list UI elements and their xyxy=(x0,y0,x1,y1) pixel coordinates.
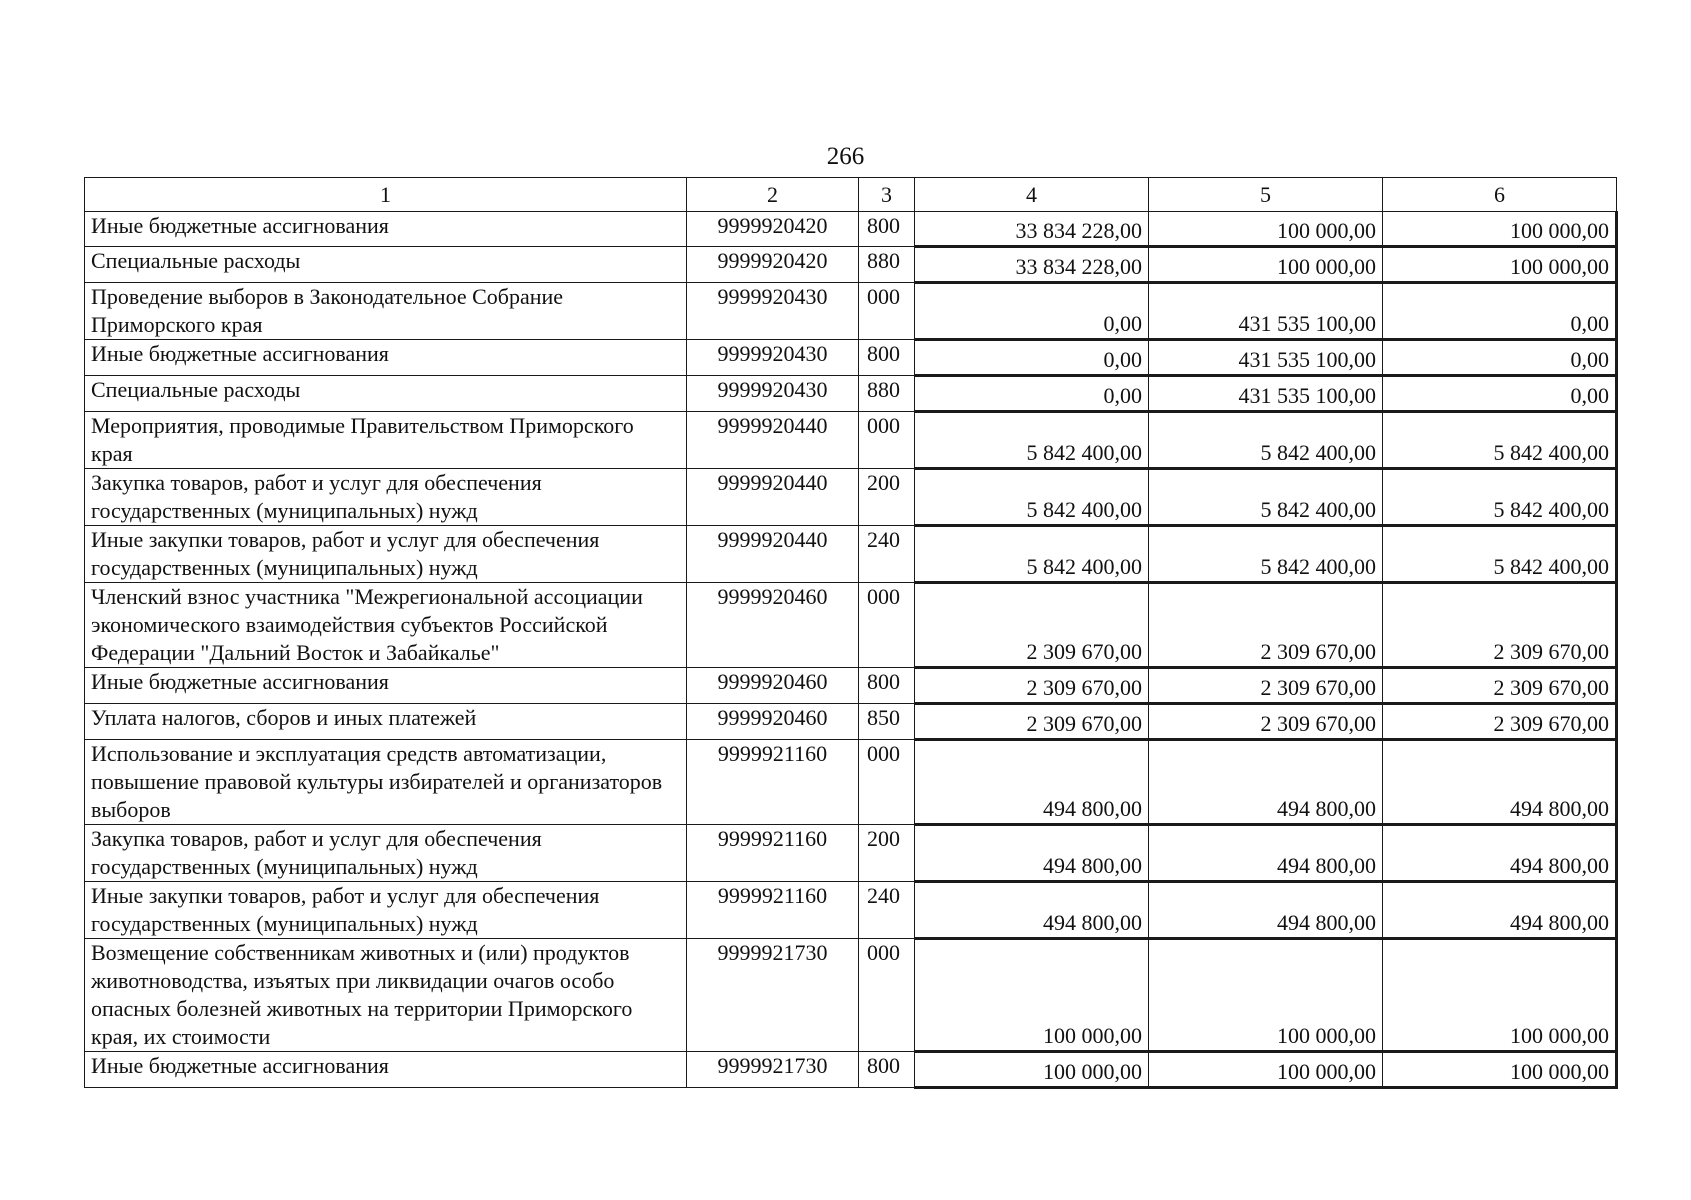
row-name: Иные бюджетные ассигнования xyxy=(85,340,687,376)
row-type: 200 xyxy=(859,469,915,526)
column-header-5: 5 xyxy=(1149,178,1383,212)
row-value-5: 494 800,00 xyxy=(1149,882,1383,939)
table-row xyxy=(85,283,1617,340)
row-value-6: 100 000,00 xyxy=(1383,212,1617,247)
table-row xyxy=(85,412,1617,469)
row-name: Мероприятия, проводимые Правительством Приморского края xyxy=(85,412,687,469)
row-value-4: 494 800,00 xyxy=(915,825,1149,882)
row-type: 800 xyxy=(859,212,915,247)
row-code: 9999920420 xyxy=(687,247,859,283)
row-type: 000 xyxy=(859,283,915,340)
row-code: 9999920430 xyxy=(687,340,859,376)
row-value-4: 0,00 xyxy=(915,376,1149,412)
row-name: Иные бюджетные ассигнования xyxy=(85,1052,687,1088)
row-type: 800 xyxy=(859,668,915,704)
budget-table xyxy=(84,177,1618,1089)
row-code: 9999920460 xyxy=(687,704,859,740)
row-type: 800 xyxy=(859,1052,915,1088)
column-header-6: 6 xyxy=(1383,178,1617,212)
row-name: Проведение выборов в Законодательное Собрание Приморского края xyxy=(85,283,687,340)
row-code: 9999920440 xyxy=(687,526,859,583)
row-value-5: 5 842 400,00 xyxy=(1149,412,1383,469)
row-value-5: 100 000,00 xyxy=(1149,247,1383,283)
row-value-4: 2 309 670,00 xyxy=(915,704,1149,740)
table-row xyxy=(85,583,1617,668)
row-value-6: 5 842 400,00 xyxy=(1383,526,1617,583)
row-value-4: 0,00 xyxy=(915,340,1149,376)
row-code: 9999920460 xyxy=(687,668,859,704)
row-name: Закупка товаров, работ и услуг для обеспечения государственных (муниципальных) нужд xyxy=(85,469,687,526)
row-code: 9999920430 xyxy=(687,376,859,412)
row-type: 000 xyxy=(859,412,915,469)
row-value-5: 5 842 400,00 xyxy=(1149,469,1383,526)
row-value-6: 5 842 400,00 xyxy=(1383,412,1617,469)
row-name: Возмещение собственникам животных и (или) продуктов животноводства, изъятых при ликвидации очагов особо опасных болезней животных на территории Приморского края, их стоимости xyxy=(85,939,687,1052)
row-type: 850 xyxy=(859,704,915,740)
table-row xyxy=(85,526,1617,583)
row-value-6: 2 309 670,00 xyxy=(1383,668,1617,704)
row-type: 240 xyxy=(859,882,915,939)
row-value-5: 494 800,00 xyxy=(1149,740,1383,825)
row-value-4: 5 842 400,00 xyxy=(915,526,1149,583)
row-value-4: 5 842 400,00 xyxy=(915,412,1149,469)
row-value-4: 100 000,00 xyxy=(915,939,1149,1052)
row-code: 9999921730 xyxy=(687,1052,859,1088)
table-row xyxy=(85,340,1617,376)
row-code: 9999921160 xyxy=(687,882,859,939)
row-code: 9999920430 xyxy=(687,283,859,340)
row-value-6: 100 000,00 xyxy=(1383,939,1617,1052)
row-code: 9999920420 xyxy=(687,212,859,247)
column-header-2: 2 xyxy=(687,178,859,212)
row-value-6: 494 800,00 xyxy=(1383,825,1617,882)
row-value-6: 2 309 670,00 xyxy=(1383,583,1617,668)
row-value-4: 2 309 670,00 xyxy=(915,583,1149,668)
table-row xyxy=(85,247,1617,283)
row-value-6: 5 842 400,00 xyxy=(1383,469,1617,526)
column-header-4: 4 xyxy=(915,178,1149,212)
row-value-4: 33 834 228,00 xyxy=(915,212,1149,247)
table-row xyxy=(85,882,1617,939)
header-row xyxy=(85,178,1617,212)
row-value-6: 2 309 670,00 xyxy=(1383,704,1617,740)
row-value-6: 0,00 xyxy=(1383,340,1617,376)
row-value-5: 431 535 100,00 xyxy=(1149,340,1383,376)
row-value-5: 2 309 670,00 xyxy=(1149,583,1383,668)
row-code: 9999920460 xyxy=(687,583,859,668)
row-value-5: 494 800,00 xyxy=(1149,825,1383,882)
row-value-4: 0,00 xyxy=(915,283,1149,340)
column-header-1: 1 xyxy=(85,178,687,212)
row-type: 000 xyxy=(859,939,915,1052)
row-value-5: 100 000,00 xyxy=(1149,212,1383,247)
row-name: Иные закупки товаров, работ и услуг для обеспечения государственных (муниципальных) нужд xyxy=(85,882,687,939)
row-value-4: 33 834 228,00 xyxy=(915,247,1149,283)
row-value-5: 100 000,00 xyxy=(1149,1052,1383,1088)
table-row xyxy=(85,704,1617,740)
row-code: 9999920440 xyxy=(687,469,859,526)
row-code: 9999920440 xyxy=(687,412,859,469)
row-type: 880 xyxy=(859,376,915,412)
row-value-5: 2 309 670,00 xyxy=(1149,704,1383,740)
row-type: 800 xyxy=(859,340,915,376)
table-row xyxy=(85,1052,1617,1088)
table-row xyxy=(85,740,1617,825)
row-value-4: 5 842 400,00 xyxy=(915,469,1149,526)
row-name: Иные бюджетные ассигнования xyxy=(85,212,687,247)
row-value-6: 0,00 xyxy=(1383,283,1617,340)
row-value-6: 0,00 xyxy=(1383,376,1617,412)
row-code: 9999921160 xyxy=(687,825,859,882)
row-name: Иные закупки товаров, работ и услуг для обеспечения государственных (муниципальных) нужд xyxy=(85,526,687,583)
row-value-5: 431 535 100,00 xyxy=(1149,283,1383,340)
row-name: Использование и эксплуатация средств автоматизации, повышение правовой культуры избирателей и организаторов выборов xyxy=(85,740,687,825)
table-row xyxy=(85,376,1617,412)
row-type: 000 xyxy=(859,740,915,825)
row-value-4: 2 309 670,00 xyxy=(915,668,1149,704)
row-value-4: 100 000,00 xyxy=(915,1052,1149,1088)
table-row xyxy=(85,469,1617,526)
table-row xyxy=(85,668,1617,704)
row-type: 200 xyxy=(859,825,915,882)
row-value-4: 494 800,00 xyxy=(915,882,1149,939)
table-row xyxy=(85,939,1617,1052)
row-name: Специальные расходы xyxy=(85,376,687,412)
row-name: Иные бюджетные ассигнования xyxy=(85,668,687,704)
row-name: Закупка товаров, работ и услуг для обеспечения государственных (муниципальных) нужд xyxy=(85,825,687,882)
row-type: 880 xyxy=(859,247,915,283)
row-type: 000 xyxy=(859,583,915,668)
row-code: 9999921730 xyxy=(687,939,859,1052)
row-name: Членский взнос участника "Межрегиональной ассоциации экономического взаимодействия субъектов Российской Федерации "Дальний Восток и Забайкалье" xyxy=(85,583,687,668)
table-row xyxy=(85,212,1617,247)
page-number: 266 xyxy=(826,143,865,170)
row-name: Уплата налогов, сборов и иных платежей xyxy=(85,704,687,740)
row-value-5: 431 535 100,00 xyxy=(1149,376,1383,412)
row-value-6: 494 800,00 xyxy=(1383,740,1617,825)
row-value-4: 494 800,00 xyxy=(915,740,1149,825)
row-value-6: 100 000,00 xyxy=(1383,1052,1617,1088)
column-header-3: 3 xyxy=(859,178,915,212)
row-value-6: 100 000,00 xyxy=(1383,247,1617,283)
row-name: Специальные расходы xyxy=(85,247,687,283)
row-value-5: 100 000,00 xyxy=(1149,939,1383,1052)
row-value-5: 2 309 670,00 xyxy=(1149,668,1383,704)
table-row xyxy=(85,825,1617,882)
row-type: 240 xyxy=(859,526,915,583)
row-value-5: 5 842 400,00 xyxy=(1149,526,1383,583)
row-code: 9999921160 xyxy=(687,740,859,825)
row-value-6: 494 800,00 xyxy=(1383,882,1617,939)
